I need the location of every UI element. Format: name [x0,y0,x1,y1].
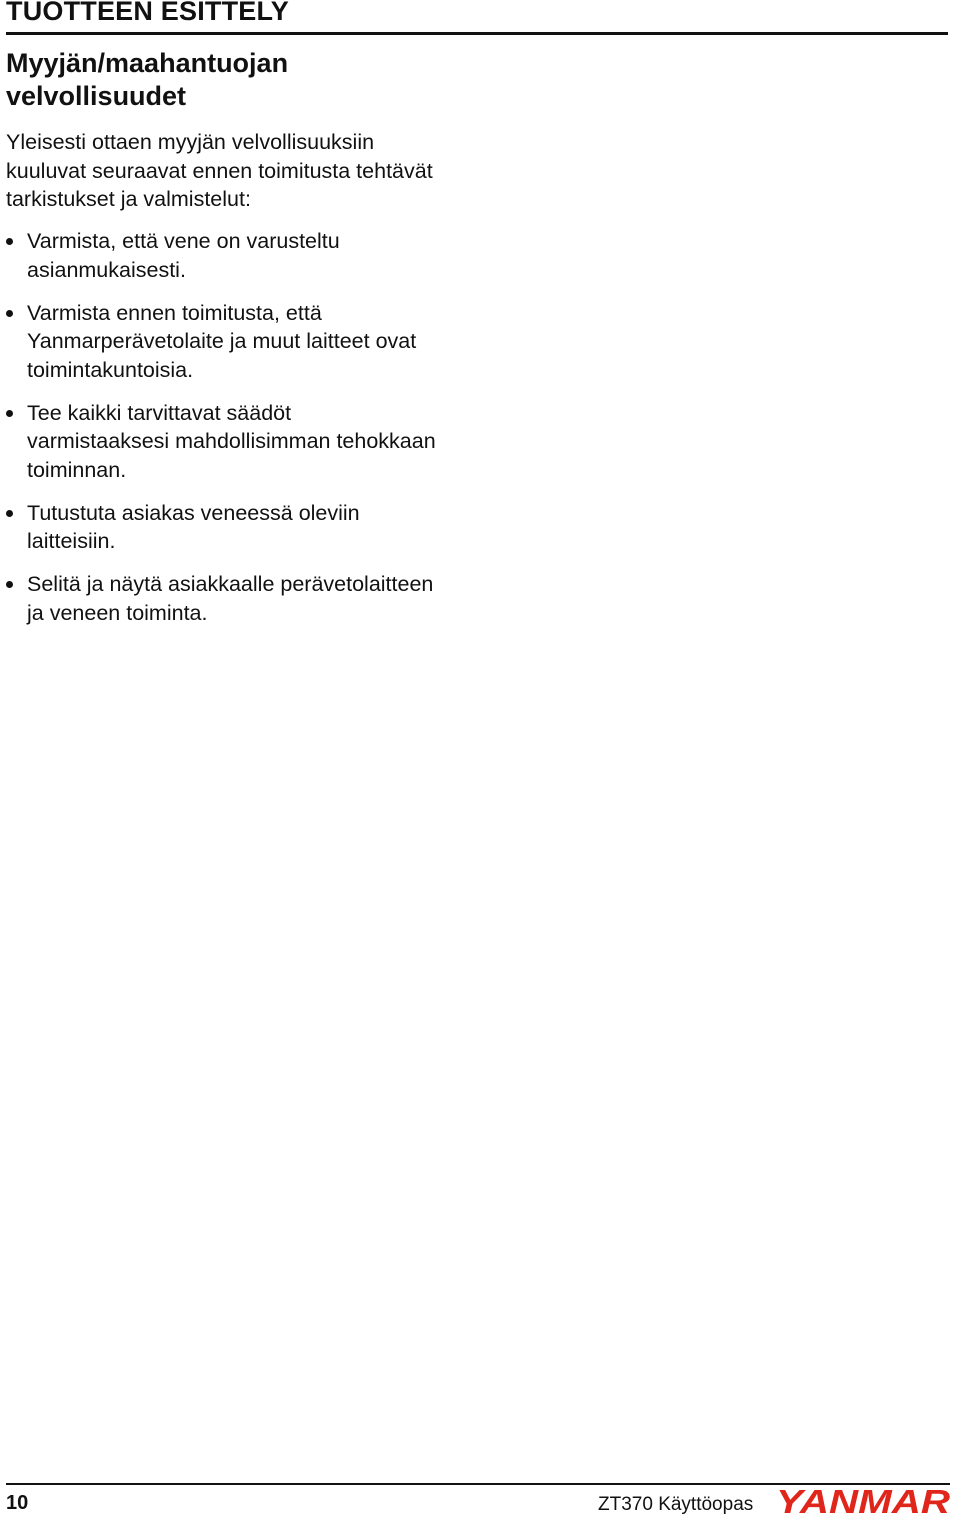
list-item [6,399,436,485]
yanmar-logo [776,1484,952,1516]
page-number: 10 [6,1492,29,1514]
duties-list [6,227,436,627]
list-item [6,570,436,627]
heading-line-2: velvollisuudet [6,81,187,111]
heading-line-1: Myyjän/maahantuojan [6,48,289,78]
header-rule [6,32,948,35]
document-title: ZT370 Käyttöopas [598,1494,754,1515]
list-item-text: Selitä ja näytä asiakkaalle perävetolaitteen ja veneen toiminta. [27,572,434,625]
list-item-text: Varmista ennen toimitusta, että Yanmarperävetolaite ja muut laitteet ovat toimintakuntoisia. [27,300,417,382]
main-content [6,47,436,642]
page-heading [6,47,436,113]
intro-paragraph: Yleisesti ottaen myyjän velvollisuuksiin kuuluvat seuraavat ennen toimitusta tehtävät tarkistukset ja valmistelut: [6,130,433,212]
bullet-dot [6,581,13,588]
list-item-text: Tee kaikki tarvittavat säädöt varmistaaksesi mahdollisimman tehokkaan toiminnan. [27,400,436,483]
list-item [6,299,436,385]
section-header: TUOTTEEN ESITTELY [6,0,289,26]
list-item-text: Tutustuta asiakas veneessä oleviin laitteisiin. [27,500,360,554]
list-item [6,227,436,284]
bullet-dot [6,310,13,317]
yanmar-logo-text: YANMAR [776,1484,951,1516]
list-item-text: Varmista, että vene on varusteltu asianmukaisesti. [27,229,340,282]
bullet-dot [6,410,13,417]
bullet-dot [6,510,13,517]
list-item [6,499,436,556]
bullet-dot [6,238,13,245]
